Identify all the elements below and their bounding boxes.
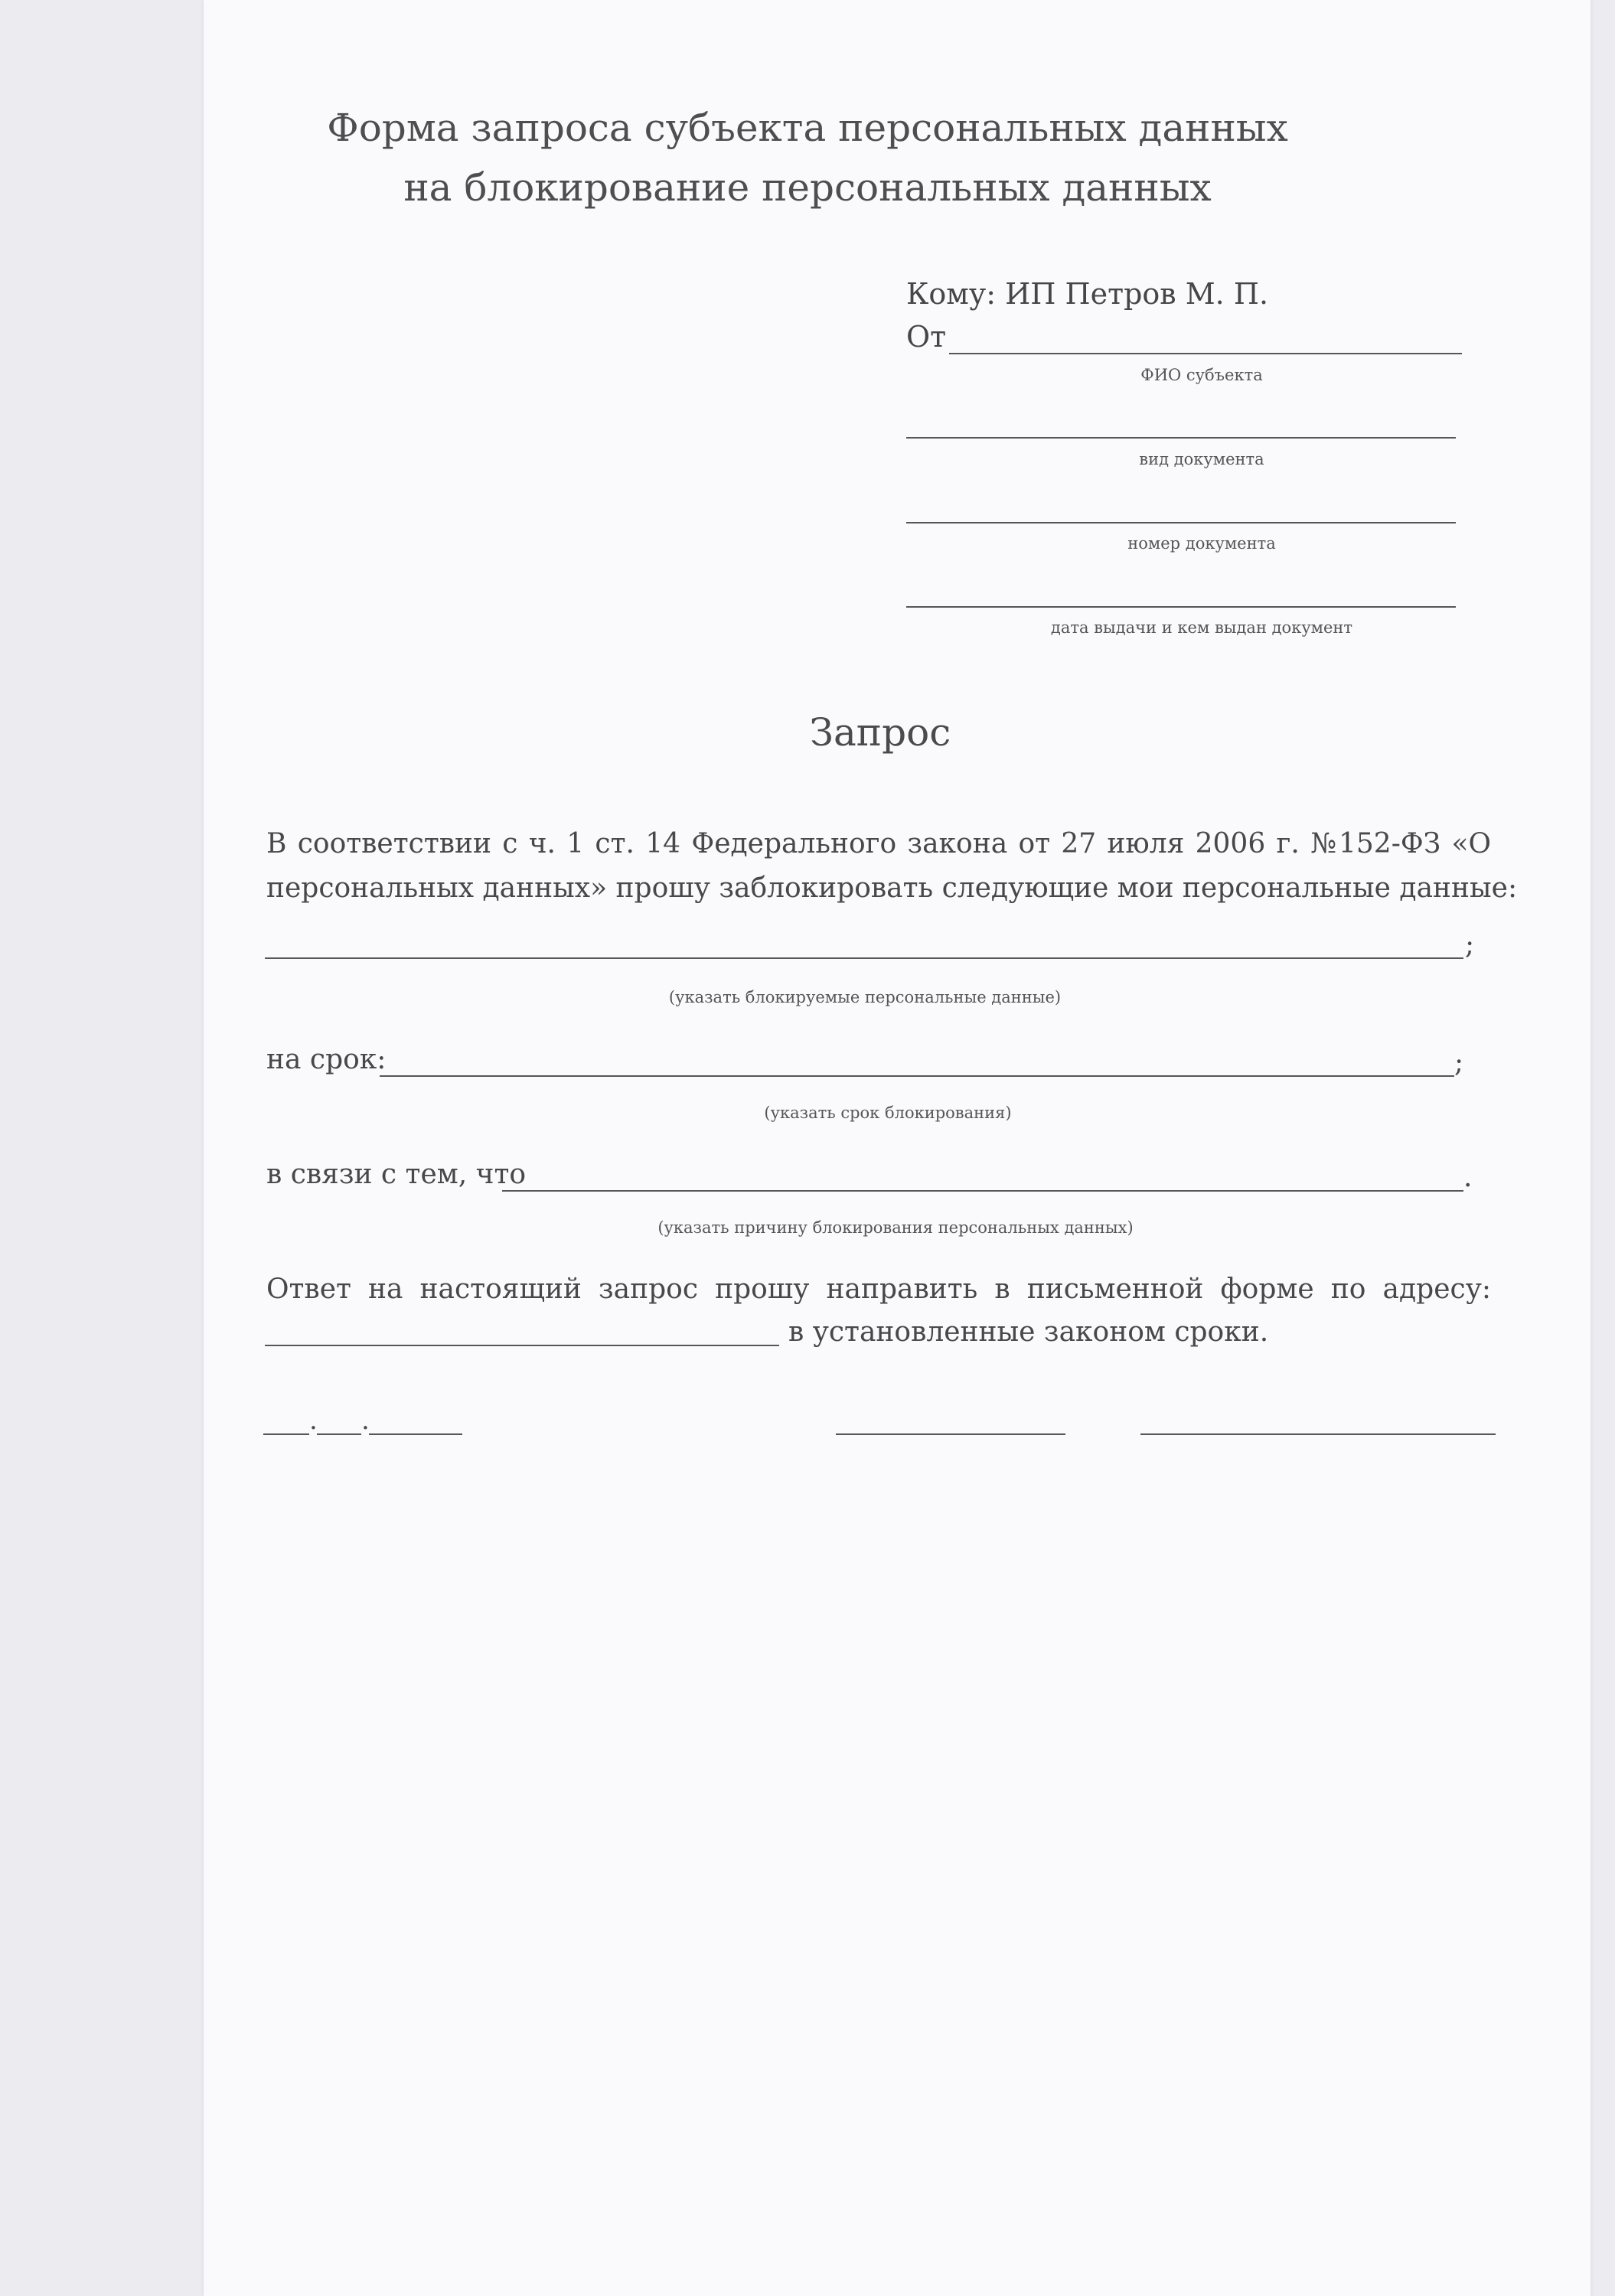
doc-number-field-line [906,522,1456,523]
reason-period: . [1463,1162,1473,1193]
blocked-data-field-line [265,957,1463,959]
fio-caption: ФИО субъекта [1140,366,1263,384]
answer-paragraph-line-1: Ответ на настоящий запрос прошу направить в письменной форме по адресу: [266,1274,1491,1305]
reason-caption: (указать причину блокирования персональных данных) [657,1218,1134,1237]
date-day-line [263,1433,309,1435]
doc-issue-field-line [906,606,1456,608]
date-dot-1: . [309,1405,318,1436]
doc-number-caption: номер документа [1127,534,1276,553]
date-month-line [317,1433,361,1435]
term-caption: (указать срок блокирования) [764,1104,1012,1122]
doc-type-field-line [906,437,1456,439]
request-heading: Запрос [809,710,951,755]
fio-field-line [949,353,1462,354]
addressee: Кому: ИП Петров М. П. [906,277,1269,311]
doc-issue-caption: дата выдачи и кем выдан документ [1050,618,1353,637]
term-field-line [380,1075,1454,1077]
document-page [204,0,1591,2296]
reason-label: в связи с тем, что [266,1159,527,1190]
blocked-data-semicolon: ; [1465,929,1475,960]
signature-name-line [1140,1433,1496,1435]
reason-field-line [502,1190,1463,1192]
request-paragraph-line-2: персональных данных» прошу заблокировать следующие мои персональные данные: [266,872,1518,904]
form-title-line-2: на блокирование персональных данных [403,165,1212,210]
request-paragraph-line-1: В соответствии с ч. 1 ст. 14 Федерального закона от 27 июля 2006 г. №152-ФЗ «О [266,828,1491,859]
form-title-line-1: Форма запроса субъекта персональных данных [327,106,1288,150]
term-semicolon: ; [1454,1047,1464,1078]
from-label: От [906,320,947,354]
blocked-data-caption: (указать блокируемые персональные данные) [668,988,1062,1006]
date-dot-2: . [361,1405,370,1436]
term-label: на срок: [266,1044,387,1075]
date-year-line [369,1433,462,1435]
signature-line [836,1433,1065,1435]
doc-type-caption: вид документа [1139,450,1264,468]
answer-paragraph-line-2: в установленные законом сроки. [788,1316,1269,1348]
address-field-line [265,1345,779,1346]
